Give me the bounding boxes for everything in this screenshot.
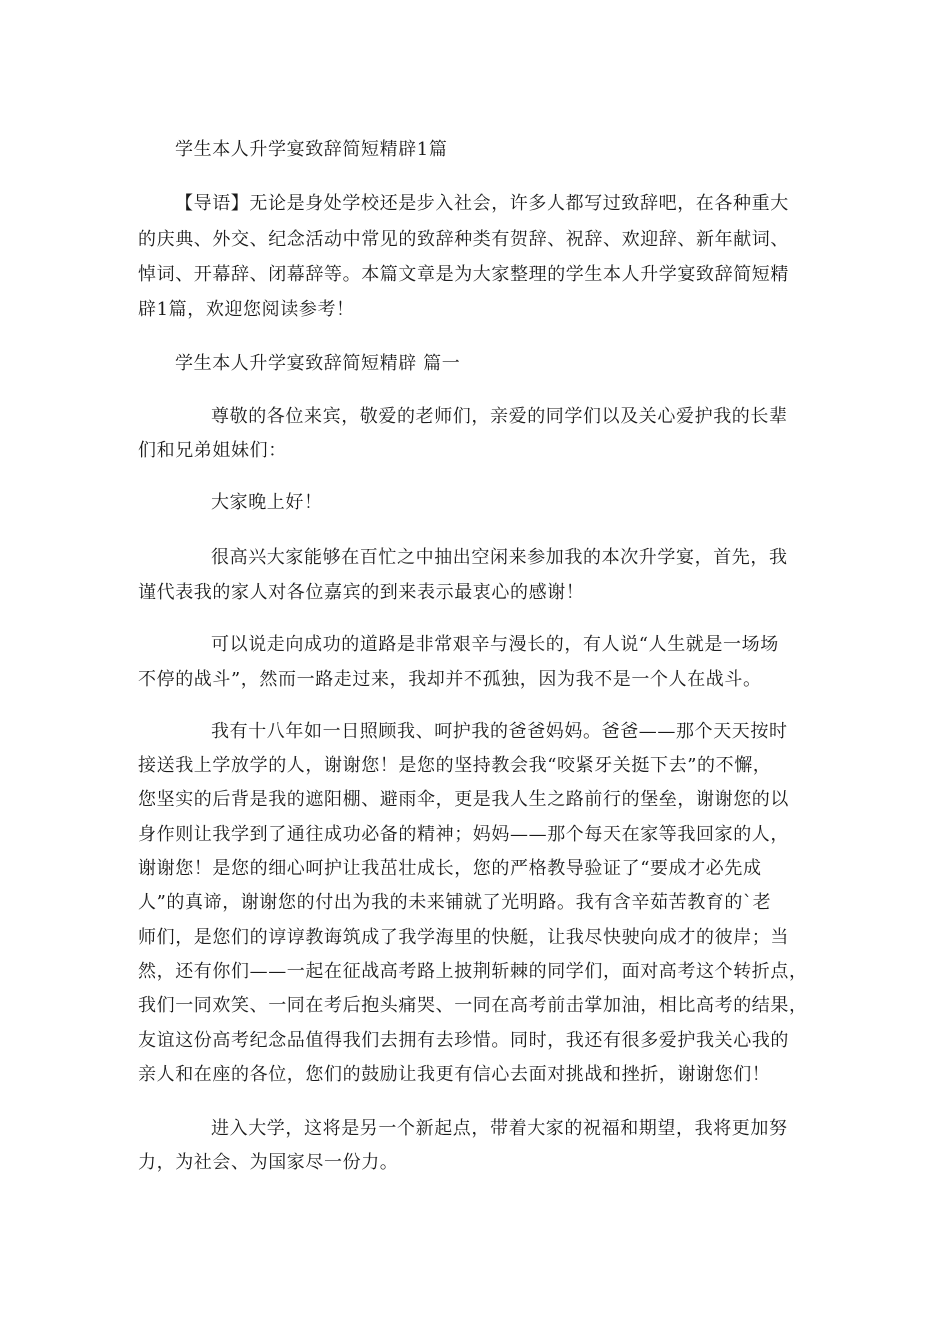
paragraph-line: 进入大学，这将是另一个新起点，带着大家的祝福和期望，我将更加努 (211, 1118, 788, 1139)
paragraph-line: 接送我上学放学的人，谢谢您！是您的坚持教会我“咬紧牙关挺下去”的不懈， (138, 755, 772, 776)
paragraph-line: 友谊这份高考纪念品值得我们去拥有去珍惜。同时，我还有很多爱护我关心我的 (138, 1030, 789, 1051)
paragraph-line: 人”的真谛，谢谢您的付出为我的未来铺就了光明路。我有含辛茹苦教育的`老 (138, 892, 772, 913)
paragraph-line: 很高兴大家能够在百忙之中抽出空闲来参加我的本次升学宴，首先，我 (211, 547, 788, 568)
intro-line: 辟1篇，欢迎您阅读参考！ (138, 299, 355, 320)
paragraph-line: 谢谢您！是您的细心呵护让我茁壮成长，您的严格教导验证了“要成才必先成 (138, 858, 762, 879)
paragraph-line: 我有十八年如一日照顾我、呵护我的爸爸妈妈。爸爸——那个天天按时 (211, 721, 788, 742)
paragraph-line: 师们，是您们的谆谆教诲筑成了我学海里的快艇，让我尽快驶向成才的彼岸；当 (138, 927, 789, 948)
paragraph-line: 可以说走向成功的道路是非常艰辛与漫长的，有人说“人生就是一场场 (211, 634, 779, 655)
intro-line: 【导语】无论是身处学校还是步入社会，许多人都写过致辞吧，在各种重大 (175, 193, 789, 214)
section-heading: 学生本人升学宴致辞简短精辟 篇一 (175, 353, 461, 374)
document-title: 学生本人升学宴致辞简短精辟1篇 (175, 139, 448, 160)
intro-line: 的庆典、外交、纪念活动中常见的致辞种类有贺辞、祝辞、欢迎辞、新年献词、 (138, 229, 789, 250)
paragraph-line: 身作则让我学到了通往成功必备的精神；妈妈——那个每天在家等我回家的人， (138, 824, 789, 845)
paragraph-line: 您坚实的后背是我的遮阳棚、避雨伞，更是我人生之路前行的堡垒，谢谢您的以 (138, 789, 789, 810)
paragraph-line: 谨代表我的家人对各位嘉宾的到来表示最衷心的感谢！ (138, 582, 585, 603)
paragraph-line: 我们一同欢笑、一同在考后抱头痛哭、一同在高考前击掌加油，相比高考的结果， (138, 995, 808, 1016)
paragraph-line: 不停的战斗”，然而一路走过来，我却并不孤独，因为我不是一个人在战斗。 (138, 669, 762, 690)
paragraph-line: 尊敬的各位来宾，敬爱的老师们，亲爱的同学们以及关心爱护我的长辈 (211, 406, 788, 427)
paragraph-line: 然，还有你们——一起在征战高考路上披荆斩棘的同学们，面对高考这个转折点， (138, 961, 808, 982)
intro-line: 悼词、开幕辞、闭幕辞等。本篇文章是为大家整理的学生本人升学宴致辞简短精 (138, 264, 789, 285)
paragraph-line: 们和兄弟姐妹们： (138, 440, 287, 461)
paragraph-line: 力，为社会、为国家尽一份力。 (138, 1152, 399, 1173)
paragraph-line: 亲人和在座的各位，您们的鼓励让我更有信心去面对挑战和挫折，谢谢您们！ (138, 1064, 771, 1085)
paragraph-line: 大家晚上好！ (211, 492, 323, 513)
